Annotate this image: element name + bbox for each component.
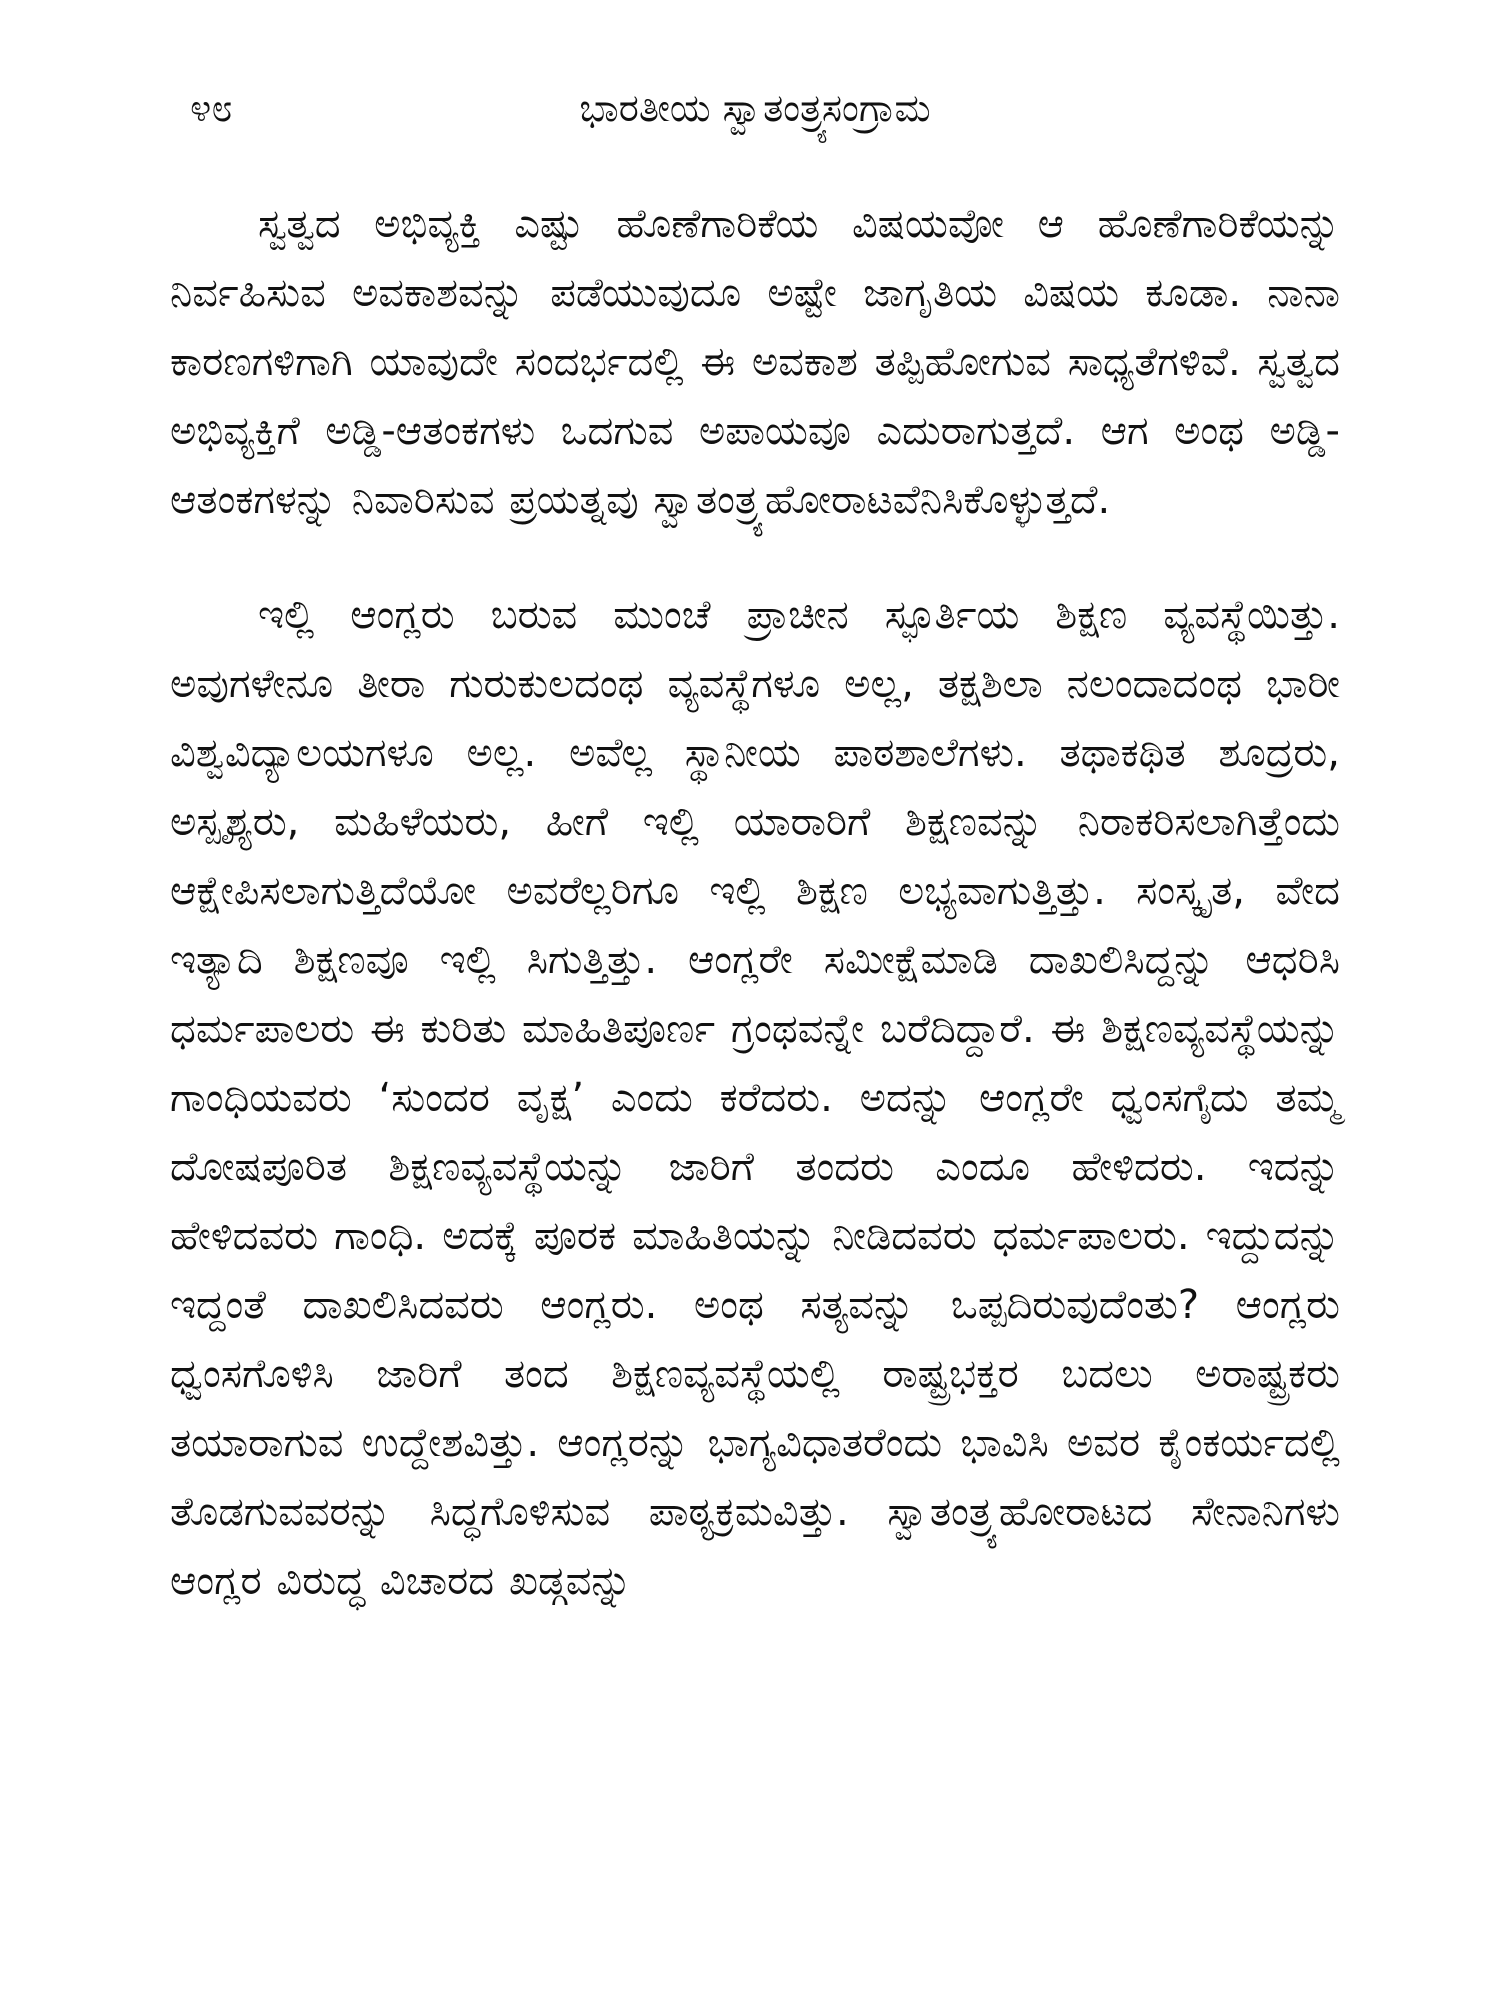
- running-title: ಭಾರತೀಯ ಸ್ವಾತಂತ್ರ್ಯಸಂಗ್ರಾಮ: [579, 86, 931, 130]
- body-text: [170, 190, 1340, 1616]
- page-header: [190, 78, 1320, 138]
- page-number: ೪೮: [190, 86, 233, 130]
- paragraph: ಇಲ್ಲಿ ಆಂಗ್ಲರು ಬರುವ ಮುಂಚೆ ಪ್ರಾಚೀನ ಸ್ಫೂರ್ತಿಯ ಶಿಕ್ಷಣ ವ್ಯವಸ್ಥೆಯಿತ್ತು. ಅವುಗಳೇನೂ ತೀರಾ ಗುರುಕುಲದಂಥ ವ್ಯವಸ್ಥೆಗಳೂ ಅಲ್ಲ, ತಕ್ಷಶಿಲಾ ನಲಂದಾದಂಥ ಭಾರೀ ವಿಶ್ವವಿದ್ಯಾಲಯಗಳೂ ಅಲ್ಲ. ಅವೆಲ್ಲ ಸ್ಥಾನೀಯ ಪಾಠಶಾಲೆಗಳು. ತಥಾಕಥಿತ ಶೂದ್ರರು, ಅಸ್ಪೃಶ್ಯರು, ಮಹಿಳೆಯರು, ಹೀಗೆ ಇಲ್ಲಿ ಯಾರಾರಿಗೆ ಶಿಕ್ಷಣವನ್ನು ನಿರಾಕರಿಸಲಾಗಿತ್ತೆಂದು ಆಕ್ಷೇಪಿಸಲಾಗುತ್ತಿದೆಯೋ ಅವರೆಲ್ಲರಿಗೂ ಇಲ್ಲಿ ಶಿಕ್ಷಣ ಲಭ್ಯವಾಗುತ್ತಿತ್ತು. ಸಂಸ್ಕೃತ, ವೇದ ಇತ್ಯಾದಿ ಶಿಕ್ಷಣವೂ ಇಲ್ಲಿ ಸಿಗುತ್ತಿತ್ತು. ಆಂಗ್ಲರೇ ಸಮೀಕ್ಷೆಮಾಡಿ ದಾಖಲಿಸಿದ್ದನ್ನು ಆಧರಿಸಿ ಧರ್ಮಪಾಲರು ಈ ಕುರಿತು ಮಾಹಿತಿಪೂರ್ಣ ಗ್ರಂಥವನ್ನೇ ಬರೆದಿದ್ದಾರೆ. ಈ ಶಿಕ್ಷಣವ್ಯವಸ್ಥೆಯನ್ನು ಗಾಂಧಿಯವರು ‘ಸುಂದರ ವೃಕ್ಷ’ ಎಂದು ಕರೆದರು. ಅದನ್ನು ಆಂಗ್ಲರೇ ಧ್ವಂಸಗೈದು ತಮ್ಮ ದೋಷಪೂರಿತ ಶಿಕ್ಷಣವ್ಯವಸ್ಥೆಯನ್ನು ಜಾರಿಗೆ ತಂದರು ಎಂದೂ ಹೇಳಿದರು. ಇದನ್ನು ಹೇಳಿದವರು ಗಾಂಧಿ. ಅದಕ್ಕೆ ಪೂರಕ ಮಾಹಿತಿಯನ್ನು ನೀಡಿದವರು ಧರ್ಮಪಾಲರು. ಇದ್ದುದನ್ನು ಇದ್ದಂತೆ ದಾಖಲಿಸಿದವರು ಆಂಗ್ಲರು. ಅಂಥ ಸತ್ಯವನ್ನು ಒಪ್ಪದಿರುವುದೆಂತು? ಆಂಗ್ಲರು ಧ್ವಂಸಗೊಳಿಸಿ ಜಾರಿಗೆ ತಂದ ಶಿಕ್ಷಣವ್ಯವಸ್ಥೆಯಲ್ಲಿ ರಾಷ್ಟ್ರಭಕ್ತರ ಬದಲು ಅರಾಷ್ಟ್ರಕರು ತಯಾರಾಗುವ ಉದ್ದೇಶವಿತ್ತು. ಆಂಗ್ಲರನ್ನು ಭಾಗ್ಯವಿಧಾತರೆಂದು ಭಾವಿಸಿ ಅವರ ಕೈಂಕರ್ಯದಲ್ಲಿ ತೊಡಗುವವರನ್ನು ಸಿದ್ಧಗೊಳಿಸುವ ಪಾಠ್ಯಕ್ರಮವಿತ್ತು. ಸ್ವಾತಂತ್ರ್ಯಹೋರಾಟದ ಸೇನಾನಿಗಳು ಆಂಗ್ಲರ ವಿರುದ್ಧ ವಿಚಾರದ ಖಡ್ಗವನ್ನು: [170, 592, 1340, 1604]
- paragraph: ಸ್ವತ್ವದ ಅಭಿವ್ಯಕ್ತಿ ಎಷ್ಟು ಹೊಣೆಗಾರಿಕೆಯ ವಿಷಯವೋ ಆ ಹೊಣೆಗಾರಿಕೆಯನ್ನು ನಿರ್ವಹಿಸುವ ಅವಕಾಶವನ್ನು ಪಡೆಯುವುದೂ ಅಷ್ಟೇ ಜಾಗೃತಿಯ ವಿಷಯ ಕೂಡಾ. ನಾನಾ ಕಾರಣಗಳಿಗಾಗಿ ಯಾವುದೇ ಸಂದರ್ಭದಲ್ಲಿ ಈ ಅವಕಾಶ ತಪ್ಪಿಹೋಗುವ ಸಾಧ್ಯತೆಗಳಿವೆ. ಸ್ವತ್ವದ ಅಭಿವ್ಯಕ್ತಿಗೆ ಅಡ್ಡಿ-ಆತಂಕಗಳು ಒದಗುವ ಅಪಾಯವೂ ಎದುರಾಗುತ್ತದೆ. ಆಗ ಅಂಥ ಅಡ್ಡಿ-ಆತಂಕಗಳನ್ನು ನಿವಾರಿಸುವ ಪ್ರಯತ್ನವು ಸ್ವಾತಂತ್ರ್ಯಹೋರಾಟವೆನಿಸಿಕೊಳ್ಳುತ್ತದೆ.: [170, 201, 1340, 523]
